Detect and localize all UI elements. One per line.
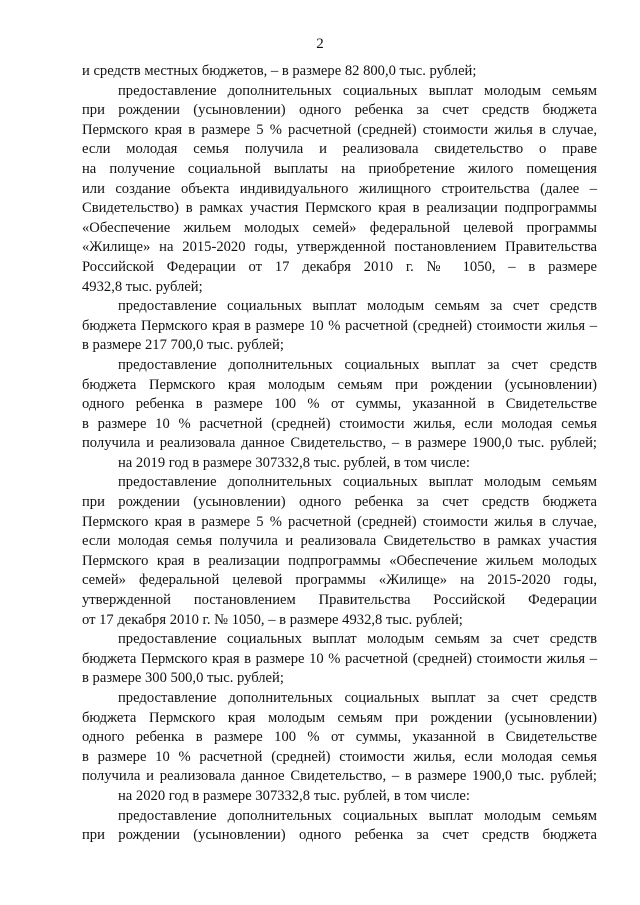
paragraph <box>82 62 597 82</box>
text-line: семей» федеральной целевой программы «Жилище» на 2015-2020 годы, <box>82 572 597 589</box>
text-line: в размере 300 500,0 тыс. рублей; <box>82 670 284 687</box>
text-line: если молодая семья получила и реализовала Свидетельство в рамках участия <box>82 533 597 550</box>
text-line: «Обеспечение жильем молодых семей» федеральной целевой программы <box>82 219 597 236</box>
text-line: бюджета Пермского края молодым семьям при рождении (усыновлении) <box>82 376 597 393</box>
text-line: предоставление социальных выплат молодым семьям за счет средств <box>118 631 597 648</box>
paragraph <box>82 454 597 474</box>
page-number: 2 <box>316 36 324 52</box>
text-line: получила и реализовала данное Свидетельство, – в размере 1900,0 тыс. рублей; <box>82 768 597 785</box>
paragraph <box>82 82 597 298</box>
text-line: при рождении (усыновлении) одного ребенка за счет средств бюджета <box>82 494 597 511</box>
text-line: при рождении (усыновлении) одного ребенка за счет средств бюджета <box>82 827 597 844</box>
text-line: на получение социальной выплаты на приобретение жилого помещения <box>82 160 597 177</box>
text-line: предоставление дополнительных социальных выплат за счет средств <box>118 356 597 373</box>
text-line: предоставление дополнительных социальных выплат молодым семьям <box>118 474 597 491</box>
text-line: получила и реализовала данное Свидетельство, – в размере 1900,0 тыс. рублей; <box>82 435 597 452</box>
text-line: утвержденной постановлением Правительства Российской Федерации <box>82 592 597 609</box>
text-line: одного ребенка в размере 100 % от суммы, указанной в Свидетельстве <box>82 396 597 413</box>
text-line: Свидетельство) в рамках участия Пермского края в реализации подпрограммы <box>82 200 597 217</box>
text-line: на 2019 год в размере 307332,8 тыс. рублей, в том числе: <box>118 454 470 471</box>
text-line: предоставление дополнительных социальных выплат молодым семьям <box>118 807 597 824</box>
text-line: на 2020 год в размере 307332,8 тыс. рублей, в том числе: <box>118 787 470 804</box>
paragraph <box>82 787 597 807</box>
text-line: 4932,8 тыс. рублей; <box>82 278 203 295</box>
paragraph <box>82 473 597 630</box>
text-line: одного ребенка в размере 100 % от суммы, указанной в Свидетельстве <box>82 729 597 746</box>
paragraph <box>82 630 597 689</box>
text-line: в размере 217 700,0 тыс. рублей; <box>82 337 284 354</box>
text-line: предоставление социальных выплат молодым семьям за счет средств <box>118 298 597 315</box>
text-line: в размере 10 % расчетной (средней) стоимости жилья, если молодая семья <box>82 748 597 765</box>
text-line: Пермского края в размере 5 % расчетной (средней) стоимости жилья в случае, <box>82 121 597 138</box>
text-line: предоставление дополнительных социальных выплат за счет средств <box>118 690 597 706</box>
paragraph <box>82 356 597 454</box>
paragraph <box>82 807 597 846</box>
text-line: в размере 10 % расчетной (средней) стоимости жилья, если молодая семья <box>82 415 597 432</box>
text-line: при рождении (усыновлении) одного ребенка за счет средств бюджета <box>82 102 597 119</box>
text-line: предоставление дополнительных социальных выплат молодым семьям <box>118 82 597 99</box>
text-line: бюджета Пермского края в размере 10 % расчетной (средней) стоимости жилья – <box>82 317 597 334</box>
text-line: «Жилище» на 2015-2020 годы, утвержденной постановлением Правительства <box>82 239 597 256</box>
text-line: или создание объекта индивидуального жилищного строительства (далее – <box>82 180 597 197</box>
text-line: Пермского края в реализации подпрограммы «Обеспечение жильем молодых <box>82 552 597 569</box>
paragraph <box>82 689 597 787</box>
text-line: от 17 декабря 2010 г. № 1050, – в размере 4932,8 тыс. рублей; <box>82 611 463 628</box>
text-line: бюджета Пермского края молодым семьям при рождении (усыновлении) <box>82 709 597 726</box>
text-line: бюджета Пермского края в размере 10 % расчетной (средней) стоимости жилья – <box>82 650 597 667</box>
text-line: Российской Федерации от 17 декабря 2010 г. № 1050, – в размере <box>82 258 597 275</box>
text-line: Пермского края в размере 5 % расчетной (средней) стоимости жилья в случае, <box>82 513 597 530</box>
text-line: если молодая семья получила и реализовала свидетельство о праве <box>82 141 597 158</box>
paragraph <box>82 297 597 356</box>
document-body <box>82 62 597 846</box>
text-line: и средств местных бюджетов, – в размере 82 800,0 тыс. рублей; <box>82 63 477 79</box>
